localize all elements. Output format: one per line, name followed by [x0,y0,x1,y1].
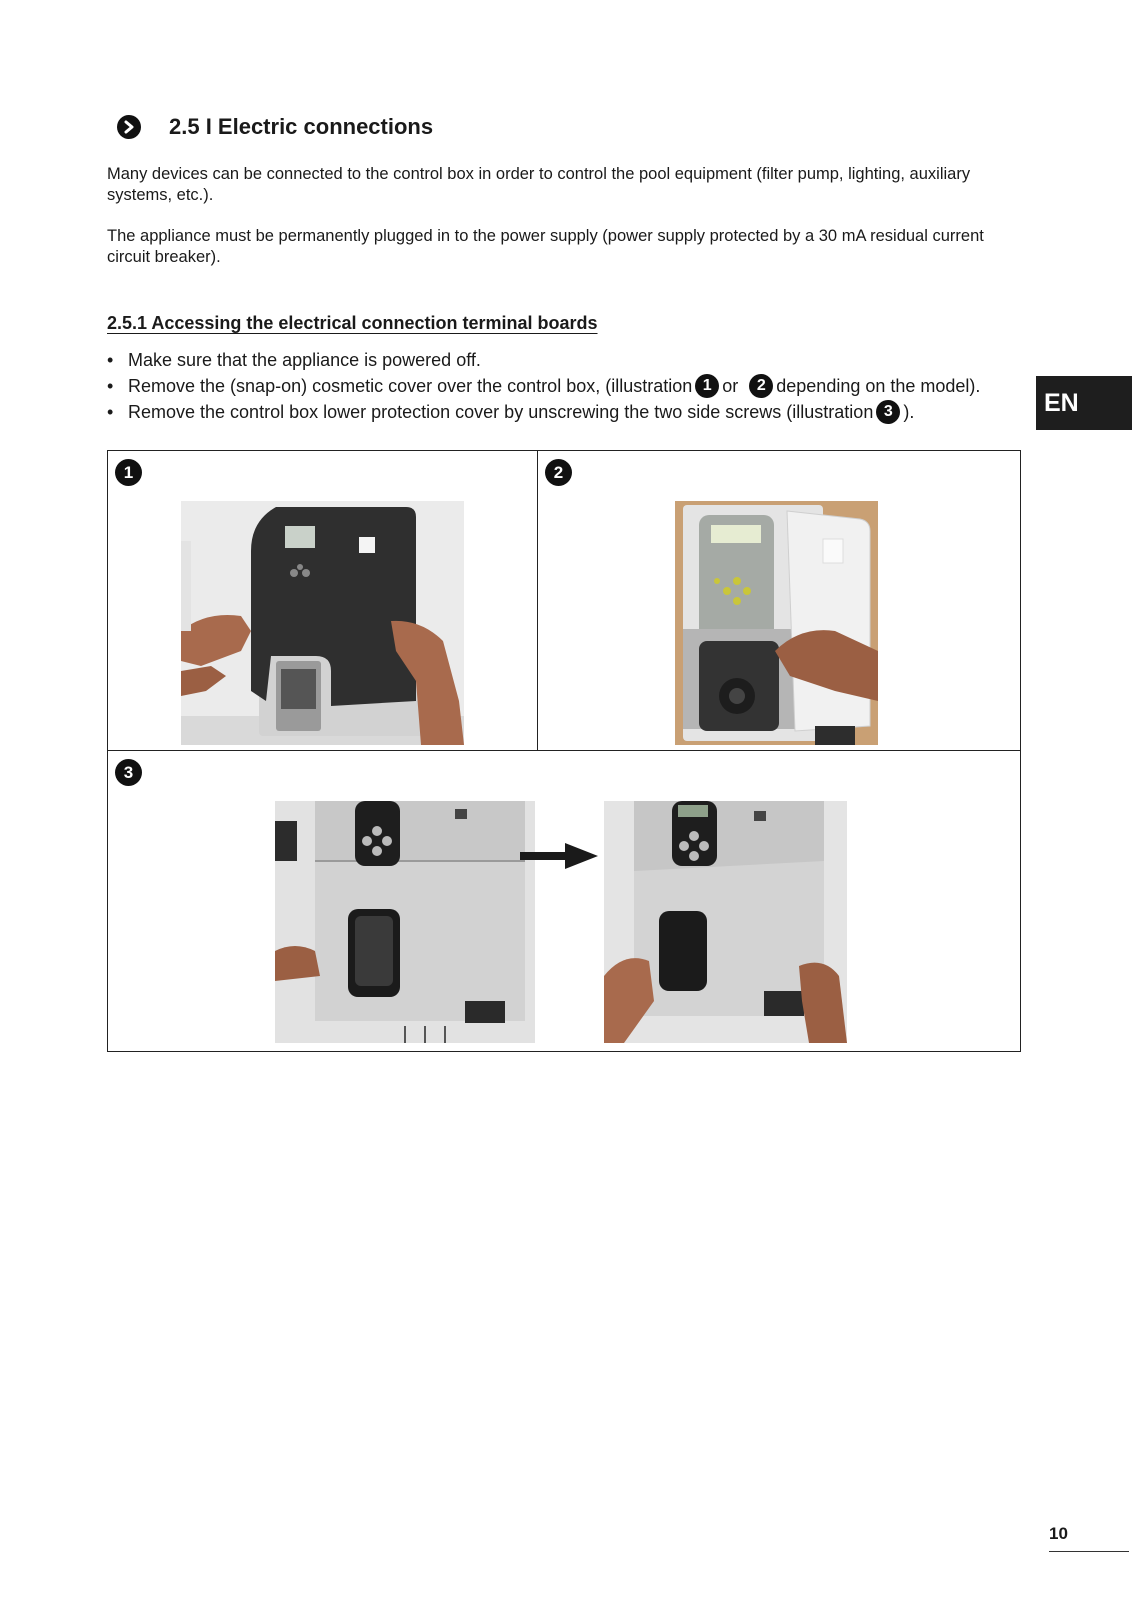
illustration-3-cell [108,751,1020,1051]
instruction-list [107,347,1037,425]
list-item: • Remove the control box lower protection cover by unscrewing the two side screws (illustration 3 ). [107,402,915,422]
illustration-3a-photo [275,801,535,1043]
illustration-1-label: 1 [115,459,142,486]
intro-paragraph: Many devices can be connected to the control box in order to control the pool equipment (filter pump, lighting, auxiliary systems, etc.). [107,165,971,204]
language-tab: EN [1036,376,1132,430]
illustration-ref-1: 1 [695,374,719,398]
power-supply-paragraph: The appliance must be permanently plugged in to the power supply (power supply protected by a 30 mA residual current circuit breaker). [107,227,984,266]
chevron-right-circle-icon [117,115,141,139]
illustration-ref-2: 2 [749,374,773,398]
illustration-2-cell [538,451,1020,751]
illustration-1-cell [108,451,538,751]
illustration-ref-3: 3 [876,400,900,424]
illustrations-table [107,450,1021,1052]
section-title: 2.5 I Electric connections [169,114,434,139]
illustration-2-label: 2 [545,459,572,486]
page-number: 10 [1049,1524,1068,1543]
illustration-2-photo [675,501,878,745]
subsection-title: 2.5.1 Accessing the electrical connection terminal boards [107,313,598,333]
list-item: • Remove the (snap-on) cosmetic cover over the control box, (illustration 1 or 2 depending on the model). [107,376,981,396]
arrow-right-icon [520,841,600,871]
section-heading [117,114,433,140]
list-item: • Make sure that the appliance is powered off. [107,350,481,370]
illustration-1-photo [181,501,464,745]
illustration-3b-photo [604,801,847,1043]
footer-rule [1049,1551,1129,1552]
illustration-3-label: 3 [115,759,142,786]
